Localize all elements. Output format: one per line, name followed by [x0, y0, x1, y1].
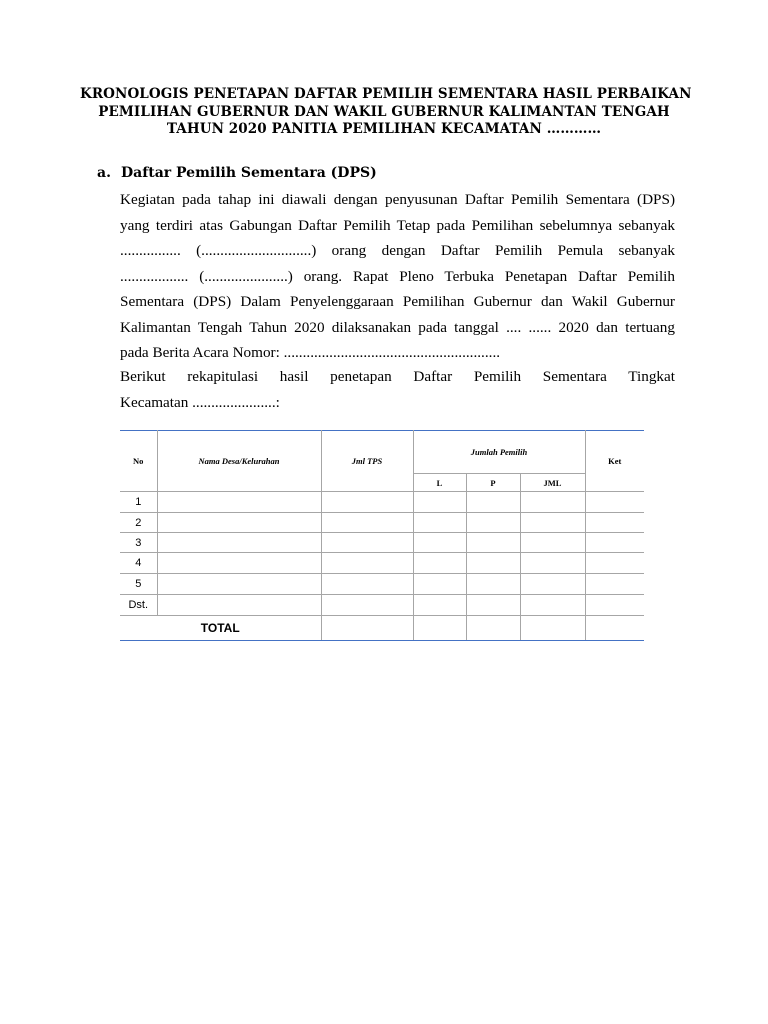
recap-table — [120, 430, 644, 641]
row-number: 1 — [120, 492, 157, 513]
cell-jml — [520, 533, 585, 553]
cell-ket — [585, 574, 644, 595]
cell-nama-desa — [157, 595, 321, 616]
cell-jml-tps — [321, 595, 413, 616]
cell-l — [413, 533, 466, 553]
row-number: Dst. — [120, 595, 157, 616]
cell-l — [413, 553, 466, 574]
paragraph-1 — [120, 187, 675, 366]
header-nama-desa: Nama Desa/Kelurahan — [157, 431, 321, 492]
cell-p — [466, 574, 520, 595]
cell-nama-desa — [157, 574, 321, 595]
cell-jml-tps — [321, 553, 413, 574]
cell-l — [413, 595, 466, 616]
header-p: P — [466, 474, 520, 492]
total-jml-tps — [321, 616, 413, 641]
row-number: 2 — [120, 513, 157, 533]
row-number: 5 — [120, 574, 157, 595]
title-line-1: KRONOLOGIS PENETAPAN DAFTAR PEMILIH SEMENTARA HASIL PERBAIKAN — [80, 86, 692, 102]
header-l: L — [413, 474, 466, 492]
paragraph-2 — [120, 364, 675, 415]
table-total-row — [120, 616, 644, 641]
section-title: Daftar Pemilih Sementara (DPS) — [121, 165, 377, 181]
table-row — [120, 492, 644, 513]
title-line-2: PEMILIHAN GUBERNUR DAN WAKIL GUBERNUR KALIMANTAN TENGAH — [98, 103, 670, 120]
row-number: 4 — [120, 553, 157, 574]
row-number: 3 — [120, 533, 157, 553]
cell-ket — [585, 553, 644, 574]
paragraph-2-line: Berikut rekapitulasi hasil penetapan Daftar Pemilih Sementara Tingkat — [120, 368, 675, 385]
paragraph-1-line: Sementara (DPS) Dalam Penyelenggaraan Pemilihan Gubernur dan Wakil Gubernur — [120, 293, 675, 310]
document-title — [80, 86, 692, 139]
paragraph-1-line: pada Berita Acara Nomor: ......................................................... — [120, 344, 501, 361]
table-row — [120, 533, 644, 553]
cell-nama-desa — [157, 492, 321, 513]
header-ket: Ket — [585, 431, 644, 492]
cell-p — [466, 492, 520, 513]
section-letter: a. — [97, 165, 111, 181]
paragraph-1-line: ................ (.............................) orang dengan Daftar Pemilih Pemula sebanyak — [120, 242, 675, 259]
cell-jml — [520, 553, 585, 574]
header-jml-tps: Jml TPS — [321, 431, 413, 492]
cell-p — [466, 553, 520, 574]
cell-l — [413, 513, 466, 533]
cell-jml — [520, 595, 585, 616]
title-line-3: TAHUN 2020 PANITIA PEMILIHAN KECAMATAN ………… — [166, 121, 602, 137]
cell-jml — [520, 492, 585, 513]
paragraph-1-line: yang terdiri atas Gabungan Daftar Pemilih Tetap pada Pemilihan sebelumnya sebanyak — [120, 216, 675, 234]
cell-nama-desa — [157, 533, 321, 553]
cell-p — [466, 533, 520, 553]
total-ket — [585, 616, 644, 641]
table-row — [120, 595, 644, 616]
cell-p — [466, 513, 520, 533]
cell-jml-tps — [321, 533, 413, 553]
cell-nama-desa — [157, 553, 321, 574]
cell-ket — [585, 595, 644, 616]
cell-jml-tps — [321, 492, 413, 513]
cell-jml-tps — [321, 574, 413, 595]
table-header-row — [120, 431, 644, 474]
cell-ket — [585, 492, 644, 513]
cell-jml — [520, 574, 585, 595]
cell-l — [413, 574, 466, 595]
paragraph-2-line: Kecamatan ......................: — [120, 393, 280, 411]
total-label: TOTAL — [120, 616, 321, 641]
table-row — [120, 574, 644, 595]
header-jml: JML — [520, 474, 585, 492]
total-l — [413, 616, 466, 641]
cell-jml — [520, 513, 585, 533]
cell-jml-tps — [321, 513, 413, 533]
table-row — [120, 553, 644, 574]
header-jumlah-pemilih: Jumlah Pemilih — [413, 431, 585, 474]
cell-ket — [585, 533, 644, 553]
header-no: No — [120, 431, 157, 492]
cell-l — [413, 492, 466, 513]
paragraph-1-line: Kegiatan pada tahap ini diawali dengan penyusunan Daftar Pemilih Sementara (DPS) — [120, 191, 675, 208]
paragraph-1-line: Kalimantan Tengah Tahun 2020 dilaksanakan pada tanggal .... ...... 2020 dan tertuang — [120, 318, 675, 336]
total-jml — [520, 616, 585, 641]
total-p — [466, 616, 520, 641]
table-row — [120, 513, 644, 533]
cell-nama-desa — [157, 513, 321, 533]
cell-p — [466, 595, 520, 616]
paragraph-1-line: .................. (......................) orang. Rapat Pleno Terbuka Penetapan Daftar Pemilih — [120, 267, 675, 285]
section-heading — [97, 165, 377, 181]
cell-ket — [585, 513, 644, 533]
